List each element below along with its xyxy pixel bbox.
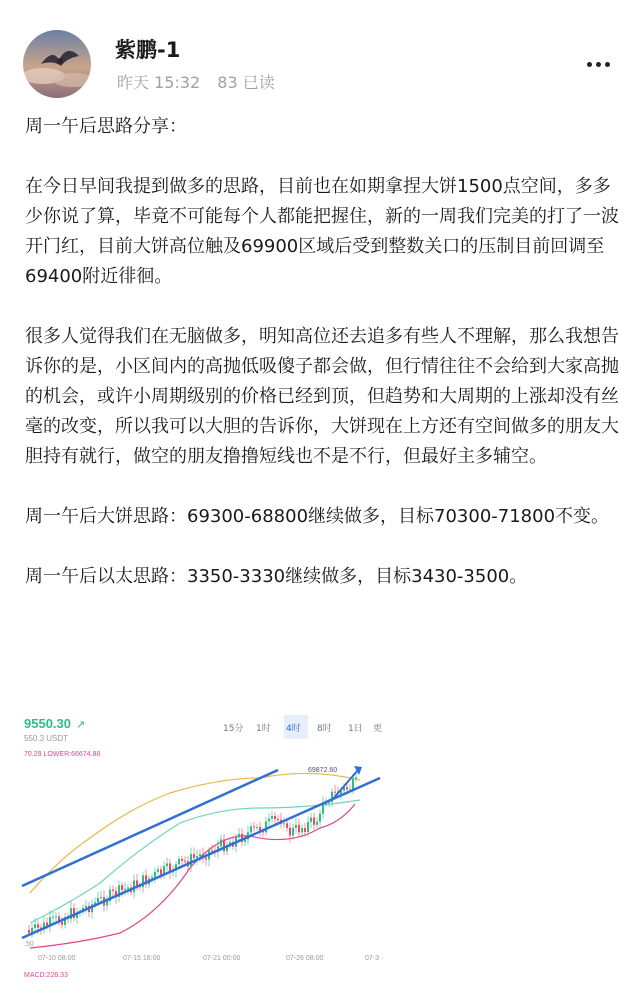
candle-body — [178, 859, 180, 864]
candle-body — [157, 869, 159, 872]
candle-body — [154, 872, 156, 877]
post-time: 昨天 15:32 — [117, 73, 201, 92]
candle-body — [124, 889, 126, 890]
candle-body — [346, 787, 348, 789]
boll-indicator-label: 70.29 LOWER:66674.88 — [24, 751, 101, 758]
candle-body — [277, 819, 279, 820]
projection-arrow-icon — [332, 770, 358, 800]
candle-body — [151, 877, 153, 878]
usdt-price: 550.3 USDT — [24, 734, 69, 743]
current-price: 9550.30 — [24, 716, 71, 731]
candle-body — [55, 916, 57, 917]
candle-body — [256, 827, 258, 828]
candle-body — [238, 834, 240, 838]
candle-body — [283, 823, 285, 824]
candle-body — [196, 856, 198, 858]
x-tick-3: 07-21 00:00 — [203, 955, 241, 962]
candle-body — [223, 839, 225, 851]
candle-body — [97, 898, 99, 902]
candle-body — [250, 826, 252, 832]
chart-screenshot[interactable] — [20, 708, 382, 1003]
candle-body — [211, 850, 213, 851]
candle-body — [292, 828, 294, 836]
price-up-arrow-icon: ↗ — [76, 718, 86, 731]
candle-body — [319, 814, 321, 822]
candle-body — [286, 823, 288, 828]
candle-body — [34, 924, 36, 928]
paragraph-intro: 周一午后思路分享： — [25, 116, 187, 137]
candle-body — [301, 828, 303, 832]
candle-body — [127, 888, 129, 889]
candle-body — [190, 854, 192, 866]
x-tick-2: 07-15 16:00 — [123, 955, 161, 962]
candle-body — [316, 822, 318, 825]
macd-label: MACD:226.33 — [24, 972, 68, 979]
peak-label: 69872.60 — [308, 767, 338, 774]
candle-body — [199, 854, 201, 856]
candle-body — [271, 816, 273, 819]
candle-body — [304, 828, 306, 832]
candle-body — [220, 839, 222, 846]
lower-band — [30, 804, 355, 948]
paragraph-btc-plan: 周一午后大饼思路：69300-68800继续做多，目标70300-71800不变。 — [25, 506, 610, 527]
candle-body — [352, 779, 354, 790]
avatar[interactable] — [23, 30, 91, 98]
post-meta — [117, 70, 287, 93]
avatar-image — [23, 30, 91, 98]
x-tick-1: 07-10 08:00 — [38, 955, 76, 962]
candle-body — [295, 825, 297, 828]
candle-body — [121, 885, 123, 890]
candle-body — [28, 930, 30, 933]
tab-1h[interactable]: 1时 — [256, 724, 271, 734]
author-name[interactable]: 紫鹏-1 — [115, 38, 181, 62]
candle-body — [166, 863, 168, 866]
candle-body — [334, 792, 336, 793]
paragraph-morning-recap: 在今日早间我提到做多的思路，目前也在如期拿捏大饼1500点空间，多多少你说了算，毕竟不可能每个人都能把握住，新的一周我们完美的打了一波开门红，目前大饼高位触及69900区域后受到整数关口的压制目前回调至69400附近徘徊。 — [25, 176, 619, 287]
candle-body — [205, 858, 207, 859]
read-count: 83 已读 — [217, 73, 275, 92]
candle-body — [253, 826, 255, 827]
candle-body — [274, 816, 276, 819]
tab-15m[interactable]: 15分 — [223, 724, 244, 734]
candlestick-chart — [20, 708, 382, 1003]
paragraph-eth-plan: 周一午后以太思路：3350-3330继续做多，目标3430-3500。 — [25, 566, 528, 587]
candle-body — [100, 897, 102, 898]
tab-8h[interactable]: 8时 — [317, 724, 332, 734]
post-body — [25, 112, 620, 622]
candle-body — [52, 917, 54, 918]
upper-trend-line — [22, 770, 278, 886]
candle-body — [307, 822, 309, 832]
paragraph-reasoning: 很多人觉得我们在无脑做多，明知高位还去追多有些人不理解，那么我想告诉你的是，小区间内的高抛低吸傻子都会做，但行情往往不会给到大家高抛的机会，或许小周期级别的价格已经到顶，但趋势和大周期的上涨却没有丝毫的改变，所以我可以大胆的告诉你，大饼现在上方还有空间做多的朋友大胆持有就行，做空的朋友撸撸短线也不是不行，但最好主多辅空。 — [25, 326, 619, 467]
x-tick-4: 07-26 08:00 — [286, 955, 324, 962]
candle-body — [310, 818, 312, 822]
candle-body — [355, 777, 357, 778]
x-tick-5: 07-3 — [365, 955, 380, 962]
candle-body — [112, 890, 114, 891]
candle-body — [184, 861, 186, 862]
candle-body — [160, 869, 162, 874]
candle-body — [37, 924, 39, 927]
candle-body — [289, 828, 291, 836]
candle-body — [181, 859, 183, 861]
candle-body — [298, 825, 300, 832]
candle-body — [193, 854, 195, 858]
left-axis-label: .50 — [24, 941, 34, 948]
tab-more[interactable]: 更 — [373, 724, 382, 734]
candle-body — [268, 819, 270, 822]
candle-body — [313, 818, 315, 825]
tab-1d[interactable]: 1日 — [348, 724, 363, 734]
more-options-icon[interactable] — [585, 54, 621, 76]
candle-body — [85, 906, 87, 908]
post-header — [0, 0, 642, 110]
lower-trend-line — [22, 778, 380, 938]
tab-4h[interactable]: 4时 — [286, 724, 301, 734]
candle-body — [61, 922, 63, 925]
